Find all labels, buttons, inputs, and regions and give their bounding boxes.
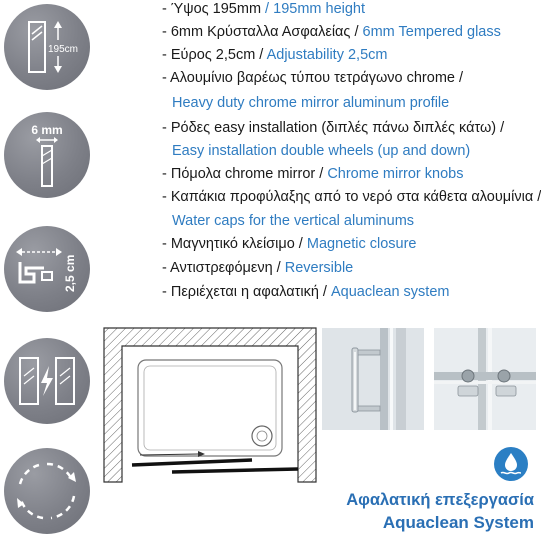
height-icon-label: 195cm [48,44,79,55]
spec-gr: - Καπάκια προφύλαξης από το νερό στα κάθετα αλουμίνια [162,189,534,205]
spec-en: Adjustability 2,5cm [266,47,388,63]
spec-gr: - Πόμολα chrome mirror [162,166,316,182]
spec-magnetic [162,235,416,253]
spec-en: Heavy duty chrome mirror aluminum profile [172,95,450,111]
shower-floorplan-diagram [102,326,318,484]
spec-separator: / [454,70,464,86]
glass-thickness-label: 6 mm [31,123,63,137]
spec-aluminum [162,69,463,87]
glass-thickness-icon [4,112,90,198]
spec-separator: / [318,284,331,300]
spec-separator: / [496,120,505,136]
aquaclean-title-gr: Αφαλατική επεξεργασία [346,491,534,509]
spec-en: Reversible [284,260,354,276]
spec-water-caps [162,188,541,206]
adjustability-icon [4,226,90,312]
spec-adjustability [162,46,387,64]
spec-gr: - Αντιστρεφόμενη [162,260,273,276]
magnetic-closure-icon [4,338,90,424]
spec-separator: / [350,24,363,40]
feature-icons-column [0,0,100,537]
spec-gr: - Ρόδες easy installation (διπλές πάνω διπλές κάτω) [162,120,497,136]
reversible-icon [4,448,90,534]
spec-en: Chrome mirror knobs [327,166,464,182]
spec-knobs [162,165,463,183]
spec-en: 6mm Tempered glass [362,24,501,40]
spec-gr: - 6mm Κρύσταλλα Ασφαλείας [162,24,351,40]
double-wheels-photo [434,328,536,430]
height-icon [4,4,90,90]
spec-gr: - Μαγνητικό κλείσιμο [162,236,295,252]
spec-wheels-en [172,142,470,160]
spec-en: Easy installation double wheels (up and down) [172,143,471,159]
spec-gr: - Περιέχεται η αφαλατική [162,284,319,300]
spec-wheels [162,119,504,137]
spec-en: Magnetic closure [306,236,417,252]
spec-reversible [162,259,353,277]
spec-en: Aquaclean system [331,284,450,300]
spec-aquaclean [162,283,449,301]
spec-en: 195mm height [273,1,366,17]
spec-en: Water caps for the vertical aluminums [172,213,415,229]
spec-gr: - Αλουμίνιο βαρέως τύπου τετράγωνο chrome [162,70,455,86]
aquaclean-title-en: Aquaclean System [382,513,534,532]
spec-separator: / [315,166,328,182]
spec-separator: / [255,47,267,63]
spec-gr: - Εύρος 2,5cm [162,47,256,63]
spec-water-caps-en [172,212,414,230]
chrome-knob-photo [322,328,424,430]
spec-separator: / [294,236,307,252]
adjustability-label: 2,5 cm [63,254,77,292]
spec-aluminum-en [172,94,449,112]
spec-gr: - Ύψος 195mm [162,1,262,17]
spec-glass [162,23,501,41]
spec-height [162,0,365,18]
spec-separator: / [272,260,285,276]
spec-separator: / [533,189,541,205]
spec-separator: / [261,1,274,17]
aquaclean-logo-icon [493,446,529,482]
